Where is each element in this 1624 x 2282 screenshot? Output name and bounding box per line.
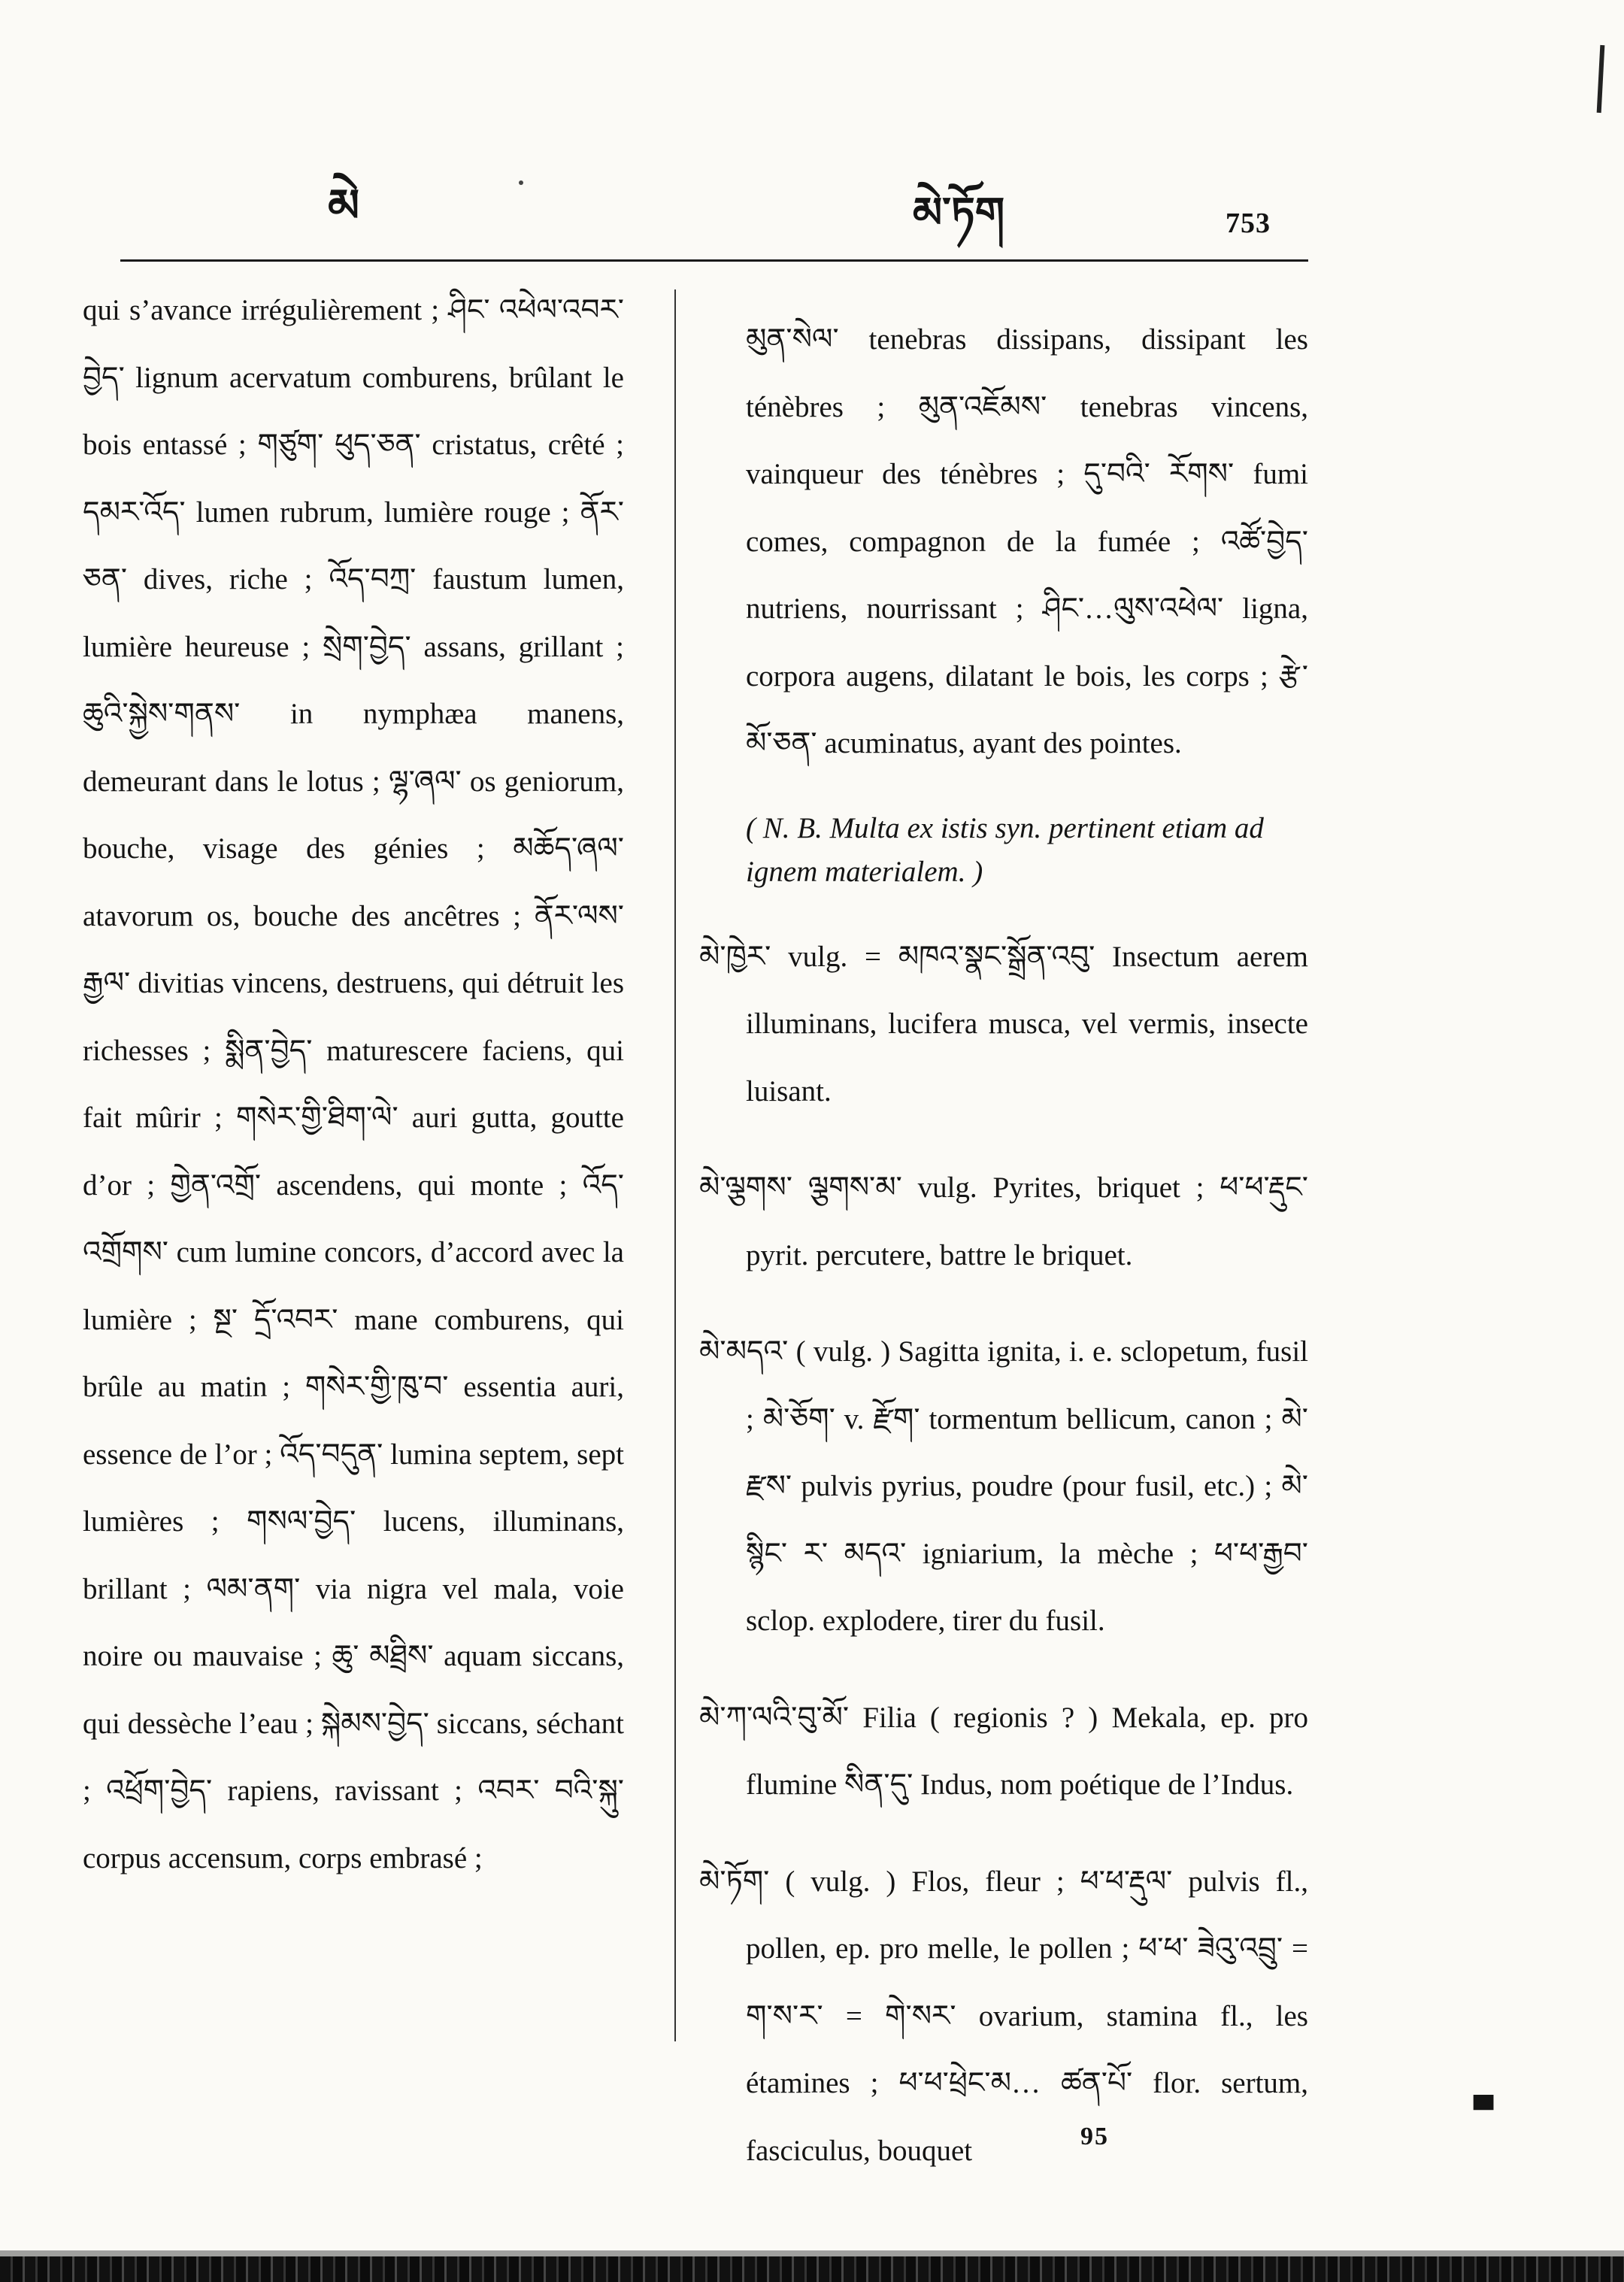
left-column (83, 277, 624, 1892)
page-number: 753 (1226, 208, 1271, 239)
right-column (699, 277, 1308, 2214)
margin-mark: ▀ (1474, 2096, 1494, 2126)
left-column-text: qui s’avance irrégulièrement ; ཤིང་ འཕེལ་འབར་བྱེད་ lignum acervatum comburens, brûlant le bois entassé ; གཙུག་ ཕུད་ཅན་ cristatus, crêté ; དམར་འོད་ lumen rubrum, lumière rouge ; ནོར་ཅན་ dives, riche ; འོད་བཀྲ་ faustum lumen, lumière heureuse ; སྲེག་བྱེད་ assans, grillant ; ཆུའི་སྐྱེས་གནས་ in nymphæa manens, demeurant dans le lotus ; ལྷ་ཞལ་ os geniorum, bouche, visage des génies ; མཆོད་ཞལ་ atavorum os, bouche des ancêtres ; ནོར་ལས་རྒྱལ་ divitias vincens, destruens, qui détruit les richesses ; སྨིན་བྱེད་ maturescere faciens, qui fait mûrir ; གསེར་གྱི་ཐིག་ལེ་ auri gutta, goutte d’or ; གྱེན་འགྲོ་ ascendens, qui monte ; འོད་འགྲོགས་ cum lumine concors, d’accord avec la lumière ; སྔ་ དྲོ་འབར་ mane comburens, qui brûle au matin ; གསེར་གྱི་ཁུ་བ་ essentia auri, essence de l’or ; འོད་བདུན་ lumina septem, sept lumières ; གསལ་བྱེད་ lucens, illuminans, brillant ; ལམ་ནག་ via nigra vel mala, voie noire ou mauvaise ; ཆུ་ མཐྲིས་ aquam siccans, qui dessèche l’eau ; སྐེམས་བྱེད་ siccans, séchant ; འཕྲོག་བྱེད་ rapiens, ravissant ; འབར་ བའི་སྐུ་ corpus accensum, corps embrasé ; (83, 294, 624, 1874)
header-rule (120, 259, 1308, 262)
entry-me-tog: མེ་ཏོག་ ( vulg. ) Flos, fleur ; ཕ་ཕ་རྡུལ་ pulvis fl., pollen, ep. pro melle, le pollen ; ཕ་ཕ་ ཟེའུ་འབྲུ་ = ག་ས་ར་ = གེ་སར་ ovarium, stamina fl., les étamines ; ཕ་ཕ་ཕྲེང་མ… ཚན་པོ་ flor. sertum, fasciculus, bouquet (699, 1865, 1308, 2167)
left-running-head: མེ (328, 180, 360, 232)
entry-me-mdah: མེ་མདའ་ ( vulg. ) Sagitta ignita, i. e. sclopetum, fusil ; མེ་ཅོག་ v. རྫོག་ tormentum bellicum, canon ; མེ་རྫས་ pulvis pyrius, poudre (pour fusil, etc.) ; མེ་སྙིང་ ར་ མདའ་ igniarium, la mèche ; ཕ་ཕ་རྒྱབ་ sclop. explodere, tirer du fusil. (699, 1335, 1308, 1637)
right-column-intro: མུན་སེལ་ tenebras dissipans, dissipant les ténèbres ; མུན་འཇོམས་ tenebras vincens, vainqueur des ténèbres ; དུ་བའི་ རོགས་ fumi comes, compagnon de la fumée ; འཚོ་བྱེད་ nutriens, nourrissant ; ཤིང་…ལུས་འཕེལ་ ligna, corpora augens, dilatant le bois, les corps ; རྩེ་མོ་ཅན་ acuminatus, ayant des pointes. (746, 323, 1308, 759)
column-divider (674, 289, 676, 2041)
signature-mark: 95 (1080, 2123, 1109, 2150)
entry-me-lcags: མེ་ལྕགས་ ལྕགས་མ་ vulg. Pyrites, briquet ; ཕ་ཕ་རྡུང་ pyrit. percutere, battre le briquet. (699, 1171, 1308, 1271)
entry-me-ka-la: མེ་ཀ་ལའི་བུ་མོ་ Filia ( regionis ? ) Mekala, ep. pro flumine སིན་དུ་ Indus, nom poétique de l’Indus. (699, 1701, 1308, 1801)
center-running-head: མེ་ཏོག (912, 189, 1005, 238)
entry-me-khyer: མེ་ཁྱེར་ vulg. = མཁའ་སྣང་སྒྲོན་འབུ་ Insectum aerem illuminans, lucifera musca, vel vermis, insecte luisant. (699, 940, 1308, 1108)
scan-edge-mark (1597, 45, 1605, 113)
scan-bottom-edge (0, 2256, 1624, 2282)
nb-note: ( N. B. Multa ex istis syn. pertinent etiam ad ignem materialem. ) (746, 811, 1264, 888)
print-speck (519, 180, 523, 185)
scan-shadow (0, 2250, 1624, 2256)
